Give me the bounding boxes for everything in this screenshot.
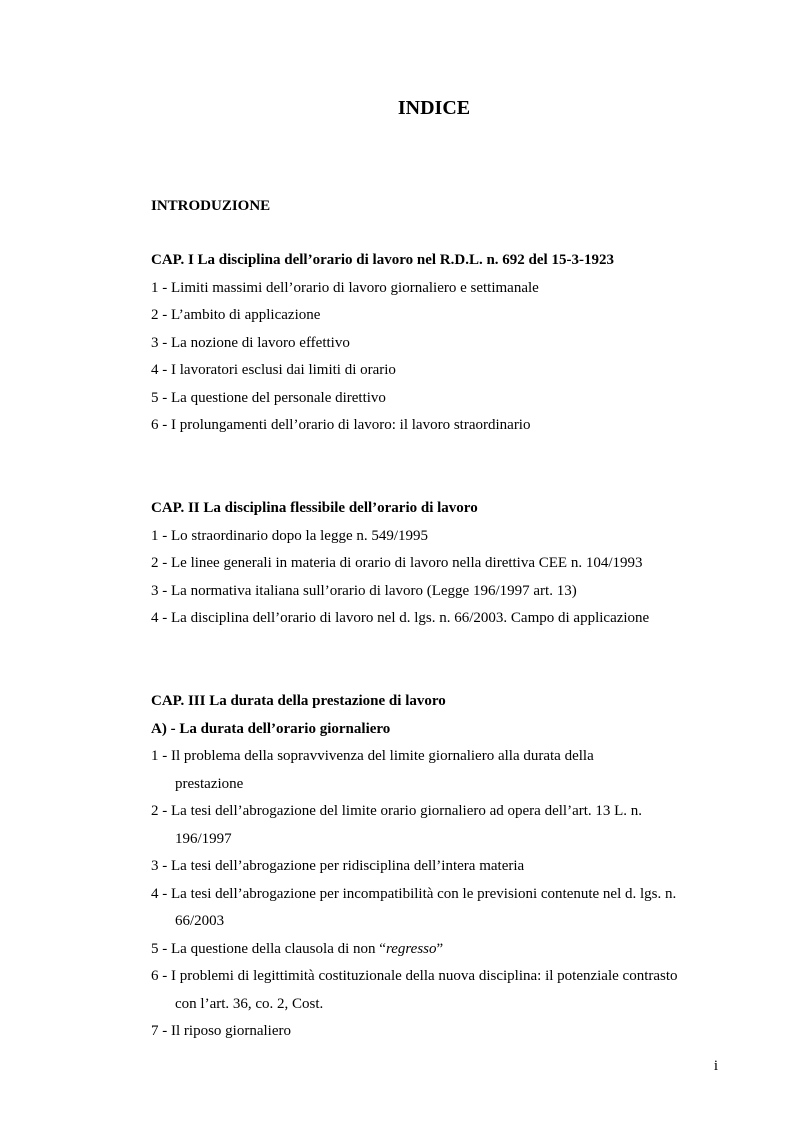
- chapter-3-heading: CAP. III La durata della prestazione di lavoro: [151, 693, 446, 709]
- chapter-2-items: [151, 523, 726, 633]
- chapter-2-item-1: 1 - Lo straordinario dopo la legge n. 549/1995: [151, 527, 429, 544]
- chapter-3-section: [151, 688, 726, 1046]
- chapter-2-item-4: 4 - La disciplina dell’orario di lavoro nel d. lgs. n. 66/2003. Campo di applicazione: [151, 610, 650, 626]
- toc-introduction: INTRODUZIONE: [151, 198, 271, 214]
- chapter-3-item-2: 2 - La tesi dell’abrogazione del limite orario giornaliero ad opera dell’art. 13 L. n. 196/1997: [151, 803, 643, 847]
- chapter-3-item-1: 1 - Il problema della sopravvivenza del limite giornaliero alla durata della prestazione: [151, 748, 594, 792]
- chapter-1-item-3: 3 - La nozione di lavoro effettivo: [151, 334, 350, 351]
- page-number: i: [713, 1058, 718, 1074]
- chapter-1-item-6: 6 - I prolungamenti dell’orario di lavoro: il lavoro straordinario: [151, 417, 531, 433]
- page-title: INDICE: [397, 97, 471, 119]
- chapter-1-heading: CAP. I La disciplina dell’orario di lavoro nel R.D.L. n. 692 del 15-3-1923: [151, 252, 614, 268]
- chapter-3-item-3: 3 - La tesi dell’abrogazione per ridisciplina dell’intera materia: [151, 858, 525, 874]
- chapter-2-item-2: 2 - Le linee generali in materia di orario di lavoro nella direttiva CEE n. 104/1993: [151, 555, 643, 571]
- chapter-1-section: [151, 247, 726, 440]
- chapter-3-item-5-suffix: ”: [436, 940, 444, 957]
- chapter-2-heading: CAP. II La disciplina flessibile dell’orario di lavoro: [151, 500, 478, 516]
- chapter-1-item-5: 5 - La questione del personale direttivo: [151, 389, 386, 406]
- chapter-1-items: [151, 275, 726, 440]
- chapter-3-item-5: [151, 936, 726, 964]
- chapter-2-item-3: 3 - La normativa italiana sull’orario di lavoro (Legge 196/1997 art. 13): [151, 582, 577, 599]
- chapter-2-section: [151, 495, 726, 633]
- chapter-1-item-2: 2 - L’ambito di applicazione: [151, 307, 321, 323]
- chapter-3-item-5-prefix: 5 - La questione della clausola di non “: [151, 940, 386, 957]
- chapter-3-items: [151, 743, 726, 1046]
- chapter-1-item-1: 1 - Limiti massimi dell’orario di lavoro giornaliero e settimanale: [151, 279, 539, 296]
- chapter-3-item-4: 4 - La tesi dell’abrogazione per incompatibilità con le previsioni contenute nel d. lgs. n. 66/2003: [151, 885, 677, 929]
- chapter-3-item-5-emphasis: regresso: [385, 940, 437, 957]
- chapter-3-subheading: A) - La durata dell’orario giornaliero: [151, 720, 391, 737]
- chapter-1-item-4: 4 - I lavoratori esclusi dai limiti di orario: [151, 362, 396, 378]
- chapter-3-item-6: 6 - I problemi di legittimità costituzionale della nuova disciplina: il potenziale contrasto con l’art. 36, co. 2, Cost.: [151, 968, 678, 1012]
- chapter-3-item-7: 7 - Il riposo giornaliero: [151, 1023, 291, 1039]
